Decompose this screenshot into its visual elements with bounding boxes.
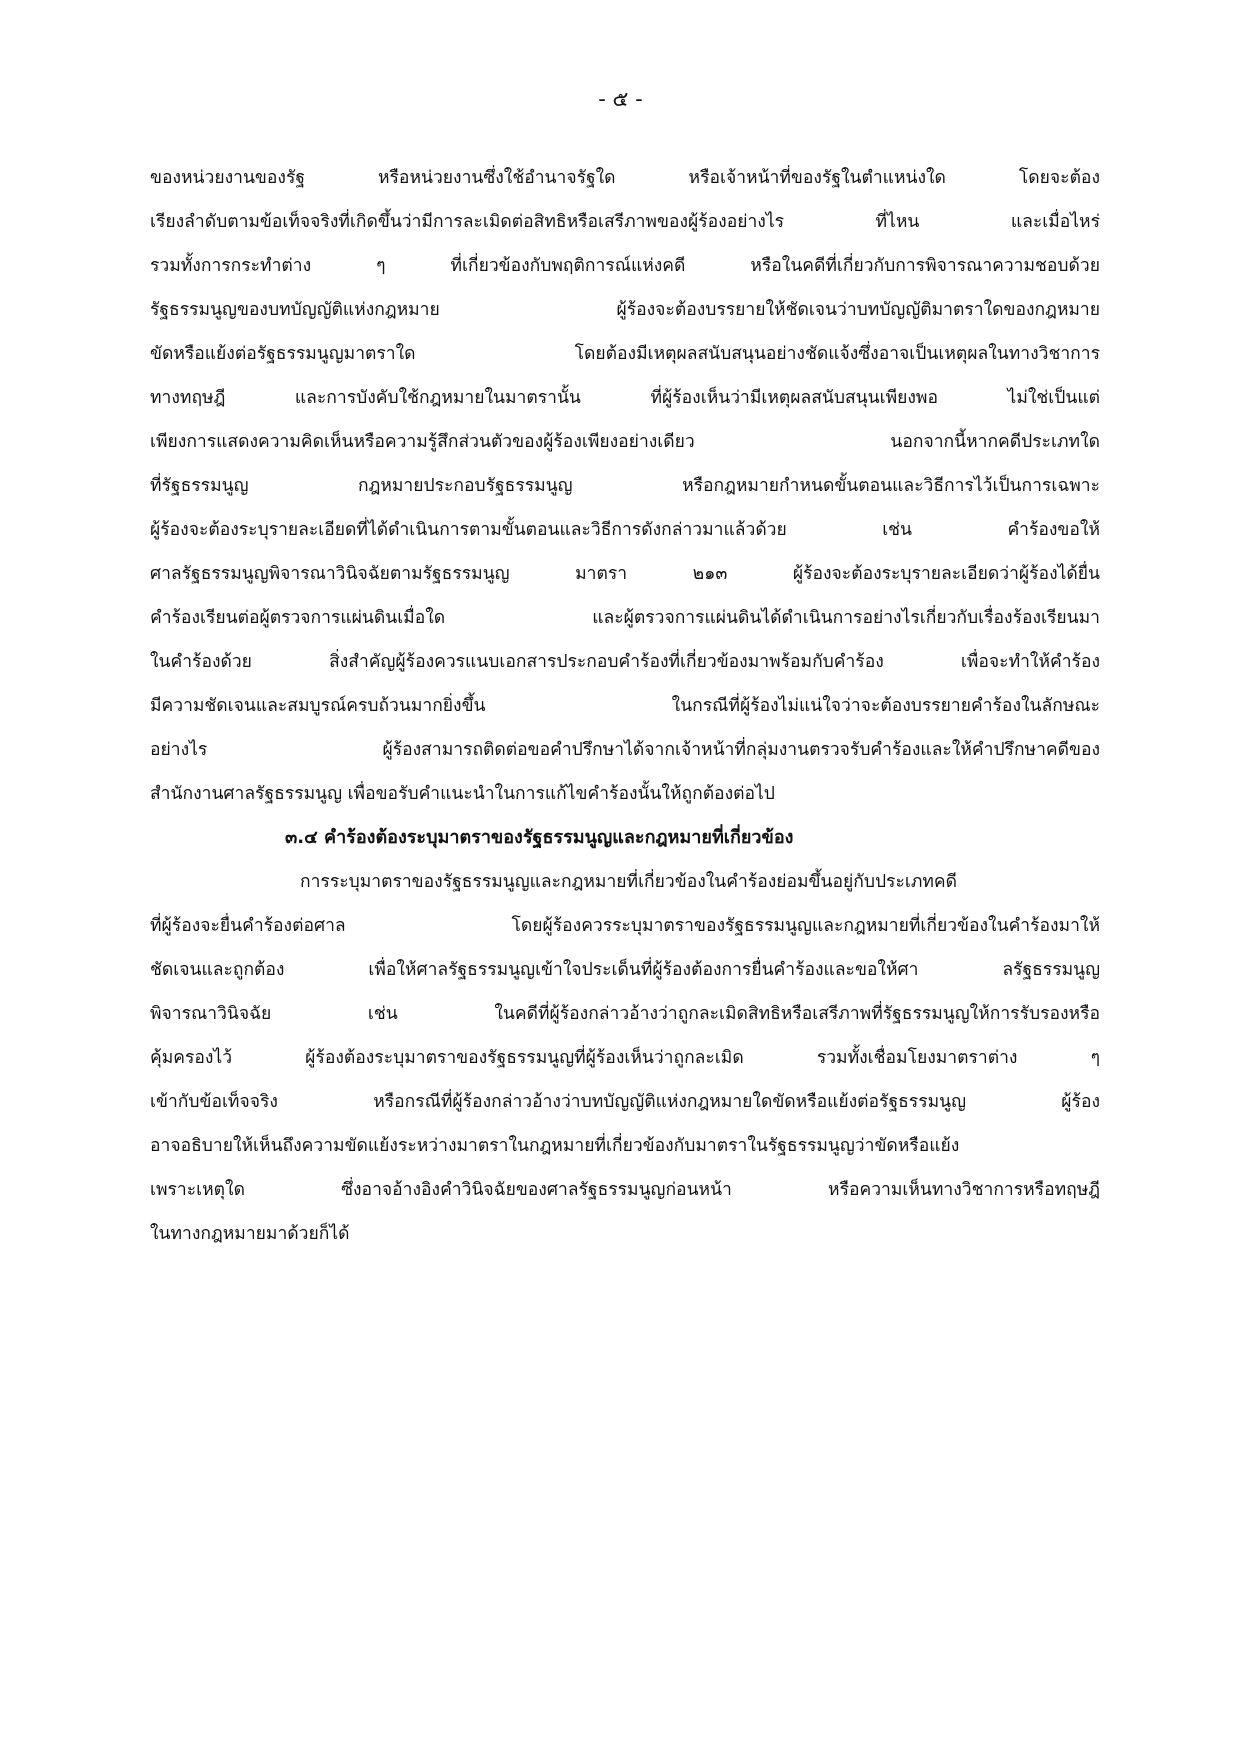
paragraph-line: ในคำร้องด้วย สิ่งสำคัญผู้ร้องควรแนบเอกสารประกอบคำร้องที่เกี่ยวข้องมาพร้อมกับคำร้อง เพื่อจะทำให้คำร้อง — [150, 652, 1100, 672]
paragraph-line: รัฐธรรมนูญของบทบัญญัติแห่งกฎหมาย ผู้ร้องจะต้องบรรยายให้ชัดเจนว่าบทบัญญัติมาตราใดของกฎหมาย — [150, 300, 1100, 320]
section-paragraph-line: เข้ากับข้อเท็จจริง หรือกรณีที่ผู้ร้องกล่าวอ้างว่าบทบัญญัติแห่งกฎหมายใดขัดหรือแย้งต่อรัฐธรรมนูญ ผู้ร้อง — [150, 1092, 1100, 1112]
section-paragraph-line: ชัดเจนและถูกต้อง เพื่อให้ศาลรัฐธรรมนูญเข้าใจประเด็นที่ผู้ร้องต้องการยื่นคำร้องและขอให้ศา ลรัฐธรรมนูญ — [150, 960, 1100, 980]
section-heading: ๓.๔ คำร้องต้องระบุมาตราของรัฐธรรมนูญและกฎหมายที่เกี่ยวข้อง — [285, 827, 794, 848]
paragraph-line: สำนักงานศาลรัฐธรรมนูญ เพื่อขอรับคำแนะนำในการแก้ไขคำร้องนั้นให้ถูกต้องต่อไป — [150, 784, 775, 804]
section-paragraph-line: เพราะเหตุใด ซึ่งอาจอ้างอิงคำวินิจฉัยของศาลรัฐธรรมนูญก่อนหน้า หรือความเห็นทางวิชาการหรือทฤษฎี — [150, 1180, 1100, 1200]
document-body — [150, 156, 1100, 1256]
paragraph-line: เรียงลำดับตามข้อเท็จจริงที่เกิดขึ้นว่ามีการละเมิดต่อสิทธิหรือเสรีภาพของผู้ร้องอย่างไร ที่ไหน และเมื่อไหร่ — [150, 212, 1100, 232]
section-paragraph-line: ที่ผู้ร้องจะยื่นคำร้องต่อศาล โดยผู้ร้องควรระบุมาตราของรัฐธรรมนูญและกฎหมายที่เกี่ยวข้องในคำร้องมาให้ — [150, 916, 1100, 936]
paragraph-line: ของหน่วยงานของรัฐ หรือหน่วยงานซึ่งใช้อำนาจรัฐใด หรือเจ้าหน้าที่ของรัฐในตำแหน่งใด โดยจะต้อง — [150, 168, 1100, 188]
section-paragraph-line: พิจารณาวินิจฉัย เช่น ในคดีที่ผู้ร้องกล่าวอ้างว่าถูกละเมิดสิทธิหรือเสรีภาพที่รัฐธรรมนูญให้การรับรองหรือ — [150, 1004, 1100, 1024]
paragraph-line: คำร้องเรียนต่อผู้ตรวจการแผ่นดินเมื่อใด และผู้ตรวจการแผ่นดินได้ดำเนินการอย่างไรเกี่ยวกับเรื่องร้องเรียนมา — [150, 608, 1100, 628]
paragraph-line: ผู้ร้องจะต้องระบุรายละเอียดที่ได้ดำเนินการตามขั้นตอนและวิธีการดังกล่าวมาแล้วด้วย เช่น คำร้องขอให้ — [150, 520, 1100, 540]
paragraph-line: ขัดหรือแย้งต่อรัฐธรรมนูญมาตราใด โดยต้องมีเหตุผลสนับสนุนอย่างชัดแจ้งซึ่งอาจเป็นเหตุผลในทางวิชาการ — [150, 344, 1100, 364]
paragraph-line: อย่างไร ผู้ร้องสามารถติดต่อขอคำปรึกษาได้จากเจ้าหน้าที่กลุ่มงานตรวจรับคำร้องและให้คำปรึกษาคดีของ — [150, 740, 1100, 760]
section-paragraph-line: ในทางกฎหมายมาด้วยก็ได้ — [150, 1224, 350, 1244]
page-number: - ๕ - — [598, 87, 643, 111]
section-paragraph-line: การระบุมาตราของรัฐธรรมนูญและกฎหมายที่เกี่ยวข้องในคำร้องย่อมขึ้นอยู่กับประเภทคดี — [300, 872, 957, 892]
paragraph-line: เพียงการแสดงความคิดเห็นหรือความรู้สึกส่วนตัวของผู้ร้องเพียงอย่างเดียว นอกจากนี้หากคดีประเภทใด — [150, 432, 1100, 452]
paragraph-line: มีความชัดเจนและสมบูรณ์ครบถ้วนมากยิ่งขึ้น ในกรณีที่ผู้ร้องไม่แน่ใจว่าจะต้องบรรยายคำร้องในลักษณะ — [150, 696, 1100, 716]
paragraph-line: ทางทฤษฎี และการบังคับใช้กฎหมายในมาตรานั้น ที่ผู้ร้องเห็นว่ามีเหตุผลสนับสนุนเพียงพอ ไม่ใช่เป็นแต่ — [150, 388, 1100, 408]
paragraph-line: รวมทั้งการกระทำต่าง ๆ ที่เกี่ยวข้องกับพฤติการณ์แห่งคดี หรือในคดีที่เกี่ยวกับการพิจารณาความชอบด้วย — [150, 256, 1100, 276]
section-paragraph-line: คุ้มครองไว้ ผู้ร้องต้องระบุมาตราของรัฐธรรมนูญที่ผู้ร้องเห็นว่าถูกละเมิด รวมทั้งเชื่อมโยงมาตราต่าง ๆ — [150, 1048, 1100, 1068]
paragraph-line: ที่รัฐธรรมนูญ กฎหมายประกอบรัฐธรรมนูญ หรือกฎหมายกำหนดขั้นตอนและวิธีการไว้เป็นการเฉพาะ — [150, 476, 1100, 496]
paragraph-line: ศาลรัฐธรรมนูญพิจารณาวินิจฉัยตามรัฐธรรมนูญ มาตรา ๒๑๓ ผู้ร้องจะต้องระบุรายละเอียดว่าผู้ร้องได้ยื่น — [150, 564, 1100, 584]
section-paragraph-line: อาจอธิบายให้เห็นถึงความขัดแย้งระหว่างมาตราในกฎหมายที่เกี่ยวข้องกับมาตราในรัฐธรรมนูญว่าขัดหรือแย้ง — [150, 1136, 960, 1156]
